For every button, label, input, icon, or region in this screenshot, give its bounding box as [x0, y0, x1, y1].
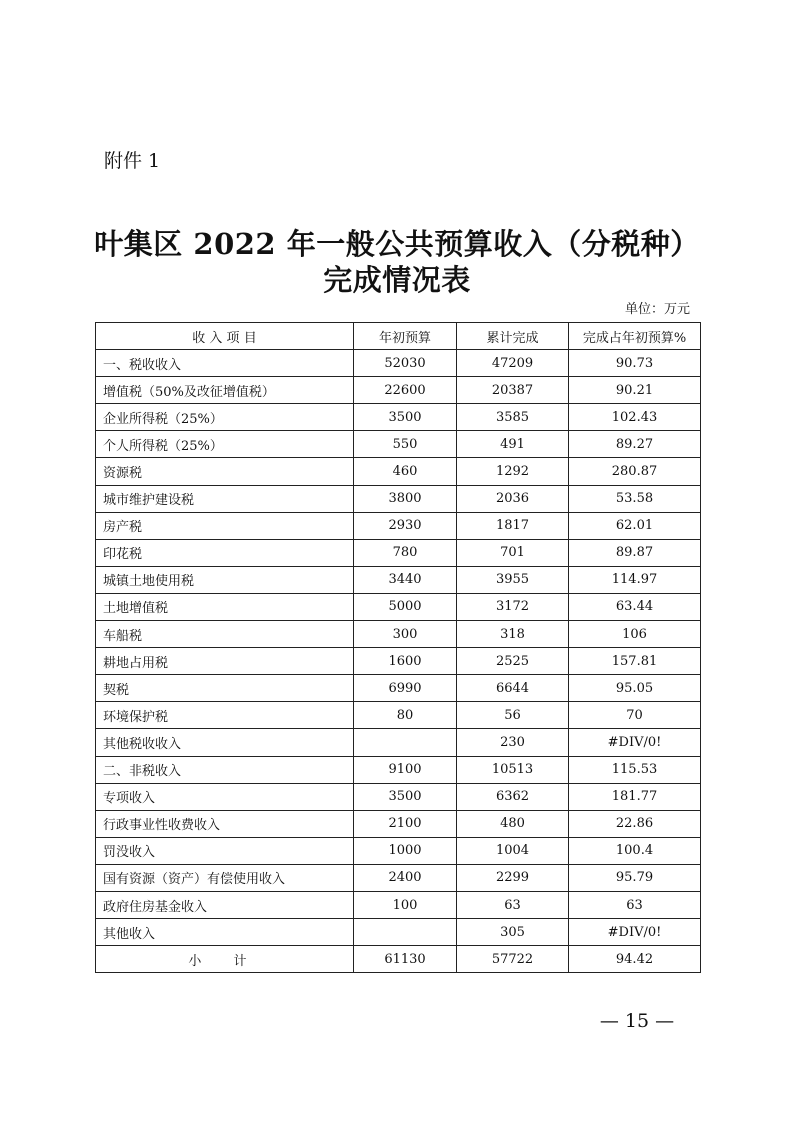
table-row: [96, 756, 701, 783]
table-row: [96, 404, 701, 431]
row-item: 其他收入: [96, 919, 354, 946]
row-item: 政府住房基金收入: [96, 891, 354, 918]
row-percent: 70: [569, 702, 701, 729]
row-budget: 3800: [354, 485, 457, 512]
table-row: [96, 621, 701, 648]
table-row: [96, 729, 701, 756]
header-actual: 累计完成: [457, 323, 569, 350]
header-item: 收 入 项 目: [96, 323, 354, 350]
row-budget: 3500: [354, 404, 457, 431]
table-row: [96, 377, 701, 404]
row-actual: 20387: [457, 377, 569, 404]
header-budget: 年初预算: [354, 323, 457, 350]
row-budget: 2400: [354, 864, 457, 891]
row-item: 房产税: [96, 512, 354, 539]
row-item: 土地增值税: [96, 593, 354, 620]
row-item: 罚没收入: [96, 837, 354, 864]
table-row: [96, 512, 701, 539]
row-percent: 22.86: [569, 810, 701, 837]
table-row: [96, 648, 701, 675]
row-percent: 53.58: [569, 485, 701, 512]
row-budget: 22600: [354, 377, 457, 404]
row-budget: 52030: [354, 350, 457, 377]
row-actual: 1292: [457, 458, 569, 485]
row-budget: 550: [354, 431, 457, 458]
header-percent: 完成占年初预算%: [569, 323, 701, 350]
document-title-line1: 叶集区 2022 年一般公共预算收入（分税种）: [94, 227, 700, 261]
row-budget: 3440: [354, 566, 457, 593]
table-row: [96, 485, 701, 512]
row-actual: 1004: [457, 837, 569, 864]
row-item: 一、税收收入: [96, 350, 354, 377]
table-row: [96, 593, 701, 620]
row-percent: 90.21: [569, 377, 701, 404]
row-actual: 2299: [457, 864, 569, 891]
row-actual: 3585: [457, 404, 569, 431]
revenue-table: [95, 322, 701, 973]
row-percent: 95.79: [569, 864, 701, 891]
row-percent: 280.87: [569, 458, 701, 485]
row-budget: 1000: [354, 837, 457, 864]
row-budget: 460: [354, 458, 457, 485]
row-percent: 102.43: [569, 404, 701, 431]
row-percent: 157.81: [569, 648, 701, 675]
row-budget: 3500: [354, 783, 457, 810]
row-actual: 318: [457, 621, 569, 648]
row-budget: 2100: [354, 810, 457, 837]
row-percent: 100.4: [569, 837, 701, 864]
total-item: 小 计: [96, 946, 354, 973]
row-actual: 491: [457, 431, 569, 458]
table-header-row: [96, 323, 701, 350]
row-actual: 305: [457, 919, 569, 946]
page-number: — 15 —: [599, 1010, 675, 1032]
row-percent: 63: [569, 891, 701, 918]
table-row: [96, 783, 701, 810]
row-item: 个人所得税（25%）: [96, 431, 354, 458]
row-item: 城镇土地使用税: [96, 566, 354, 593]
row-percent: 90.73: [569, 350, 701, 377]
row-actual: 1817: [457, 512, 569, 539]
row-item: 环境保护税: [96, 702, 354, 729]
row-budget: 1600: [354, 648, 457, 675]
unit-label: 单位：万元: [624, 302, 690, 317]
row-actual: 701: [457, 539, 569, 566]
row-percent: #DIV/0!: [569, 729, 701, 756]
row-actual: 3955: [457, 566, 569, 593]
table-row: [96, 864, 701, 891]
row-item: 增值税（50%及改征增值税）: [96, 377, 354, 404]
row-budget: [354, 729, 457, 756]
row-item: 耕地占用税: [96, 648, 354, 675]
row-actual: 6644: [457, 675, 569, 702]
row-percent: 115.53: [569, 756, 701, 783]
row-budget: 780: [354, 539, 457, 566]
row-budget: 5000: [354, 593, 457, 620]
row-item: 印花税: [96, 539, 354, 566]
row-budget: 300: [354, 621, 457, 648]
table-row: [96, 539, 701, 566]
table-body: [96, 350, 701, 973]
row-percent: 114.97: [569, 566, 701, 593]
table-row: [96, 458, 701, 485]
row-item: 国有资源（资产）有偿使用收入: [96, 864, 354, 891]
row-item: 二、非税收入: [96, 756, 354, 783]
row-actual: 2525: [457, 648, 569, 675]
total-actual: 57722: [457, 946, 569, 973]
table-row: [96, 837, 701, 864]
row-budget: 100: [354, 891, 457, 918]
row-budget: 2930: [354, 512, 457, 539]
total-percent: 94.42: [569, 946, 701, 973]
row-actual: 63: [457, 891, 569, 918]
table-row: [96, 431, 701, 458]
row-actual: 47209: [457, 350, 569, 377]
row-percent: #DIV/0!: [569, 919, 701, 946]
row-percent: 181.77: [569, 783, 701, 810]
table-row: [96, 919, 701, 946]
row-budget: [354, 919, 457, 946]
row-actual: 2036: [457, 485, 569, 512]
row-item: 城市维护建设税: [96, 485, 354, 512]
table-row: [96, 702, 701, 729]
row-item: 车船税: [96, 621, 354, 648]
table-row: [96, 350, 701, 377]
row-item: 专项收入: [96, 783, 354, 810]
table-row: [96, 566, 701, 593]
table-row: [96, 675, 701, 702]
row-item: 资源税: [96, 458, 354, 485]
row-budget: 9100: [354, 756, 457, 783]
row-percent: 63.44: [569, 593, 701, 620]
row-actual: 56: [457, 702, 569, 729]
table-row: [96, 810, 701, 837]
table-total-row: [96, 946, 701, 973]
document-title-line2: 完成情况表: [323, 263, 471, 297]
row-item: 其他税收收入: [96, 729, 354, 756]
row-percent: 89.87: [569, 539, 701, 566]
row-item: 行政事业性收费收入: [96, 810, 354, 837]
row-item: 契税: [96, 675, 354, 702]
row-budget: 80: [354, 702, 457, 729]
row-percent: 106: [569, 621, 701, 648]
row-item: 企业所得税（25%）: [96, 404, 354, 431]
table-row: [96, 891, 701, 918]
row-percent: 95.05: [569, 675, 701, 702]
row-actual: 6362: [457, 783, 569, 810]
row-actual: 3172: [457, 593, 569, 620]
row-actual: 230: [457, 729, 569, 756]
row-percent: 62.01: [569, 512, 701, 539]
row-budget: 6990: [354, 675, 457, 702]
row-actual: 10513: [457, 756, 569, 783]
row-actual: 480: [457, 810, 569, 837]
row-percent: 89.27: [569, 431, 701, 458]
attachment-label: 附件 1: [104, 150, 161, 172]
total-budget: 61130: [354, 946, 457, 973]
